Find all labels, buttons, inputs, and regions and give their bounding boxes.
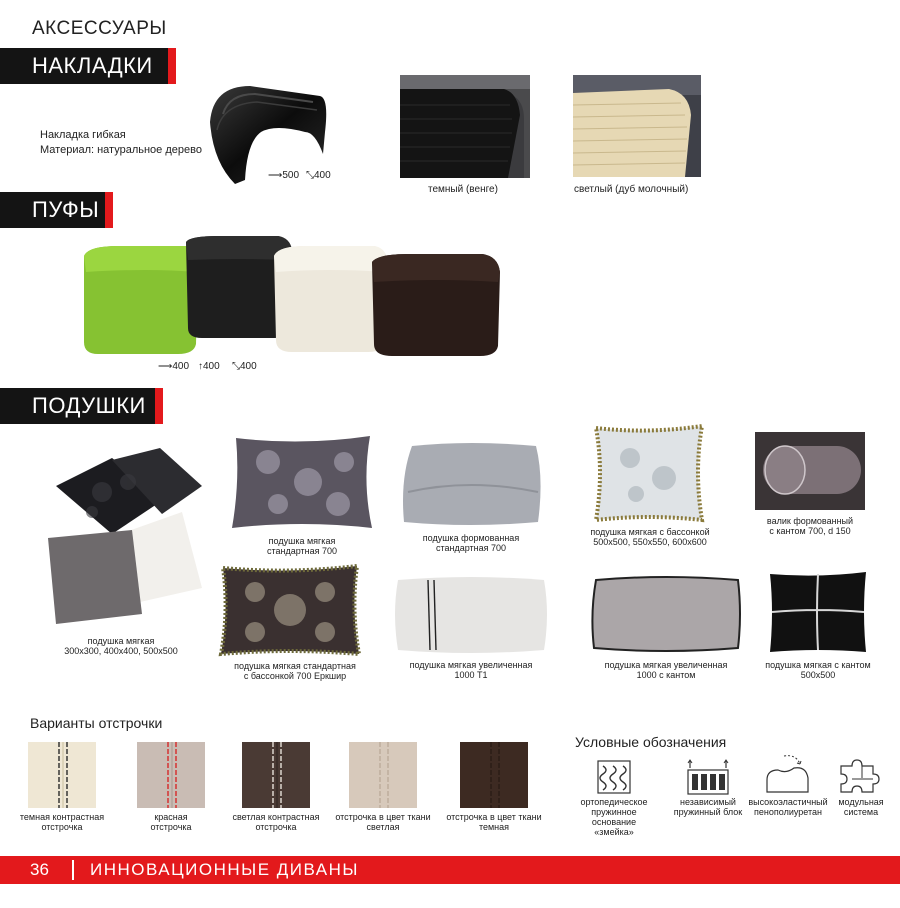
stitch-caption-5: отстрочка в цвет ткани темная <box>446 812 542 832</box>
pillow-caption-4: подушка мягкая с бассонкой 500х500, 550х550, 600х600 <box>590 527 710 547</box>
caption-dark-wenge: темный (венге) <box>428 184 498 195</box>
footer-title: ИННОВАЦИОННЫЕ ДИВАНЫ <box>90 860 359 879</box>
footer-separator <box>72 860 74 880</box>
pillow-caption-5: валик формованный с кантом 700, d 150 <box>766 516 854 536</box>
arrow-diagonal-icon: ⤡ <box>232 361 240 372</box>
foam-icon <box>764 752 812 794</box>
stitch-red-swatch <box>137 742 205 808</box>
stitch-caption-1: темная контрастная отстрочка <box>19 812 105 832</box>
page-number: 36 <box>30 860 49 879</box>
page-heading: АКСЕССУАРЫ <box>32 18 167 39</box>
poufs-image <box>78 232 508 358</box>
legend-caption-3: высокоэластичный пенополиуретан <box>748 797 828 817</box>
bolster-cushion-image <box>755 432 865 510</box>
pillow-caption-2: подушка мягкая стандартная 700 <box>266 536 338 556</box>
stitching-title: Варианты отстрочки <box>30 715 163 731</box>
footer-bar <box>0 856 900 884</box>
caption-light-oak: светлый (дуб молочный) <box>574 184 689 195</box>
pillow-soft-standard-image <box>228 432 376 532</box>
pillow-piping-500-image <box>766 568 870 656</box>
legend-caption-1: ортопедическое пружинное основание «змейка» <box>580 797 648 837</box>
pillow-standard-erkshire-image <box>215 562 365 658</box>
pillow-caption-9: подушка мягкая с кантом 500х500 <box>765 660 871 680</box>
legend-title: Условные обозначения <box>575 734 727 750</box>
stitch-light-contrast-swatch <box>242 742 310 808</box>
pillow-tasseled-image <box>590 422 708 524</box>
arrow-up-icon: ↑ <box>198 361 203 372</box>
section-title-podushki: ПОДУШКИ <box>0 388 155 424</box>
pillow-enlarged-t1-image <box>392 572 550 656</box>
armrest-dark-wenge-image <box>400 75 530 178</box>
pouf-dim-width: ⟶400 <box>158 361 190 372</box>
pouf-dim-depth: ⤡400 <box>232 361 257 372</box>
section-title-nakladki: НАКЛАДКИ <box>0 48 168 84</box>
stitch-caption-4: отстрочка в цвет ткани светлая <box>335 812 431 832</box>
arrow-right-icon: ⟶ <box>158 361 173 372</box>
pillow-group-image <box>42 442 210 630</box>
legend-caption-2: независимый пружинный блок <box>673 797 743 817</box>
stitch-matching-dark-swatch <box>460 742 528 808</box>
arrow-right-icon: ⟶ <box>268 170 283 181</box>
nakladka-dim-depth: ⤡400 <box>306 170 331 181</box>
nakladka-dim-width: ⟶500 <box>268 170 300 181</box>
section-title-pufy: ПУФЫ <box>0 192 105 228</box>
nakladka-description <box>40 128 202 158</box>
pillow-caption-7: подушка мягкая увеличенная 1000 Т1 <box>409 660 533 680</box>
spring-block-icon <box>686 758 730 796</box>
pillow-caption-1: подушка мягкая 300х300, 400х400, 500х500 <box>64 636 178 656</box>
pillow-caption-8: подушка мягкая увеличенная 1000 с кантом <box>604 660 728 680</box>
pouf-dim-height: ↑400 <box>198 361 220 372</box>
pillow-shaped-standard-image <box>398 438 544 530</box>
legend-caption-4: модульная система <box>838 797 884 817</box>
stitch-dark-contrast-swatch <box>28 742 96 808</box>
pillow-caption-6: подушка мягкая стандартная с бассонкой 700 Еркшир <box>234 661 356 681</box>
nakladka-desc-line1: Накладка гибкая <box>40 129 126 141</box>
armrest-light-oak-image <box>573 75 701 177</box>
puzzle-icon <box>838 758 884 794</box>
stitch-matching-light-swatch <box>349 742 417 808</box>
arrow-diagonal-icon: ⤡ <box>306 170 314 181</box>
spring-snake-icon <box>597 760 631 794</box>
stitch-caption-2: красная отстрочка <box>150 812 192 832</box>
nakladka-desc-line2: Материал: натуральное дерево <box>40 144 202 156</box>
pillow-enlarged-piping-image <box>588 572 744 656</box>
stitch-caption-3: светлая контрастная отстрочка <box>232 812 320 832</box>
pillow-caption-3: подушка формованная стандартная 700 <box>422 533 520 553</box>
